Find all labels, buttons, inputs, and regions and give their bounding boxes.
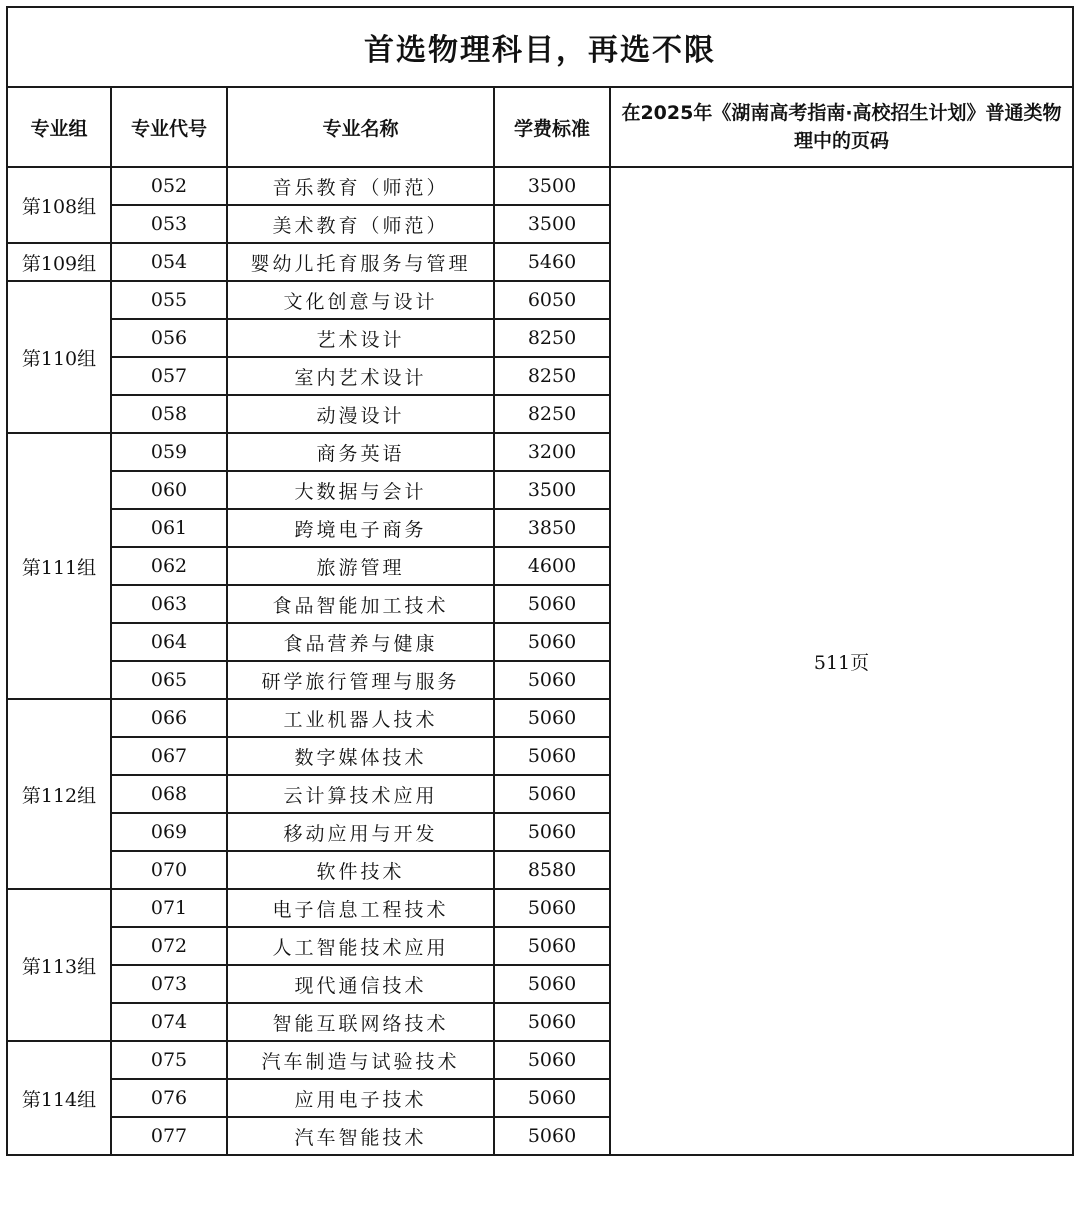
major-name: 旅游管理 — [227, 547, 494, 585]
major-name: 汽车智能技术 — [227, 1117, 494, 1155]
major-code: 058 — [111, 395, 227, 433]
major-code: 063 — [111, 585, 227, 623]
major-table — [6, 6, 1074, 1156]
major-name: 大数据与会计 — [227, 471, 494, 509]
major-name: 美术教育（师范） — [227, 205, 494, 243]
major-name: 婴幼儿托育服务与管理 — [227, 243, 494, 281]
tuition-fee: 8580 — [494, 851, 610, 889]
tuition-fee: 5060 — [494, 775, 610, 813]
major-code: 060 — [111, 471, 227, 509]
major-code: 069 — [111, 813, 227, 851]
major-code: 075 — [111, 1041, 227, 1079]
major-code: 074 — [111, 1003, 227, 1041]
major-name: 研学旅行管理与服务 — [227, 661, 494, 699]
major-name: 商务英语 — [227, 433, 494, 471]
major-code: 076 — [111, 1079, 227, 1117]
tuition-fee: 5060 — [494, 889, 610, 927]
major-name: 汽车制造与试验技术 — [227, 1041, 494, 1079]
group-label: 第109组 — [7, 243, 111, 281]
major-name: 智能互联网络技术 — [227, 1003, 494, 1041]
tuition-fee: 5060 — [494, 661, 610, 699]
major-code: 072 — [111, 927, 227, 965]
major-name: 食品营养与健康 — [227, 623, 494, 661]
header-row — [7, 87, 1073, 167]
tuition-fee: 8250 — [494, 319, 610, 357]
header-group: 专业组 — [7, 87, 111, 167]
major-code: 077 — [111, 1117, 227, 1155]
major-name: 人工智能技术应用 — [227, 927, 494, 965]
table-row — [7, 167, 1073, 205]
tuition-fee: 5060 — [494, 927, 610, 965]
tuition-fee: 8250 — [494, 357, 610, 395]
enrollment-plan-sheet — [6, 6, 1074, 1156]
tuition-fee: 5060 — [494, 965, 610, 1003]
group-label: 第110组 — [7, 281, 111, 433]
group-label: 第113组 — [7, 889, 111, 1041]
tuition-fee: 3500 — [494, 471, 610, 509]
table-title: 首选物理科目，再选不限 — [7, 7, 1073, 87]
tuition-fee: 3500 — [494, 205, 610, 243]
tuition-fee: 5060 — [494, 1079, 610, 1117]
tuition-fee: 5060 — [494, 737, 610, 775]
tuition-fee: 3200 — [494, 433, 610, 471]
major-code: 059 — [111, 433, 227, 471]
major-name: 现代通信技术 — [227, 965, 494, 1003]
header-page: 在2025年《湖南高考指南·高校招生计划》普通类物理中的页码 — [610, 87, 1073, 167]
tuition-fee: 5060 — [494, 623, 610, 661]
major-code: 053 — [111, 205, 227, 243]
group-label: 第114组 — [7, 1041, 111, 1155]
major-name: 软件技术 — [227, 851, 494, 889]
header-name: 专业名称 — [227, 87, 494, 167]
group-label: 第108组 — [7, 167, 111, 243]
major-code: 064 — [111, 623, 227, 661]
major-code: 056 — [111, 319, 227, 357]
tuition-fee: 4600 — [494, 547, 610, 585]
tuition-fee: 8250 — [494, 395, 610, 433]
major-code: 061 — [111, 509, 227, 547]
major-code: 065 — [111, 661, 227, 699]
page-number: 511页 — [610, 167, 1073, 1155]
tuition-fee: 3850 — [494, 509, 610, 547]
major-name: 动漫设计 — [227, 395, 494, 433]
tuition-fee: 5060 — [494, 1003, 610, 1041]
major-code: 052 — [111, 167, 227, 205]
group-label: 第112组 — [7, 699, 111, 889]
major-code: 070 — [111, 851, 227, 889]
major-code: 073 — [111, 965, 227, 1003]
tuition-fee: 5060 — [494, 585, 610, 623]
major-code: 057 — [111, 357, 227, 395]
major-name: 室内艺术设计 — [227, 357, 494, 395]
tuition-fee: 3500 — [494, 167, 610, 205]
major-code: 071 — [111, 889, 227, 927]
major-name: 云计算技术应用 — [227, 775, 494, 813]
major-name: 食品智能加工技术 — [227, 585, 494, 623]
tuition-fee: 5060 — [494, 1041, 610, 1079]
major-name: 数字媒体技术 — [227, 737, 494, 775]
group-label: 第111组 — [7, 433, 111, 699]
major-code: 062 — [111, 547, 227, 585]
header-fee: 学费标准 — [494, 87, 610, 167]
header-code: 专业代号 — [111, 87, 227, 167]
major-code: 054 — [111, 243, 227, 281]
major-name: 电子信息工程技术 — [227, 889, 494, 927]
major-name: 文化创意与设计 — [227, 281, 494, 319]
major-code: 055 — [111, 281, 227, 319]
tuition-fee: 5060 — [494, 699, 610, 737]
major-name: 跨境电子商务 — [227, 509, 494, 547]
major-code: 067 — [111, 737, 227, 775]
major-code: 066 — [111, 699, 227, 737]
major-name: 应用电子技术 — [227, 1079, 494, 1117]
tuition-fee: 5060 — [494, 813, 610, 851]
major-name: 移动应用与开发 — [227, 813, 494, 851]
major-code: 068 — [111, 775, 227, 813]
tuition-fee: 5060 — [494, 1117, 610, 1155]
tuition-fee: 6050 — [494, 281, 610, 319]
major-name: 工业机器人技术 — [227, 699, 494, 737]
major-name: 艺术设计 — [227, 319, 494, 357]
major-name: 音乐教育（师范） — [227, 167, 494, 205]
tuition-fee: 5460 — [494, 243, 610, 281]
